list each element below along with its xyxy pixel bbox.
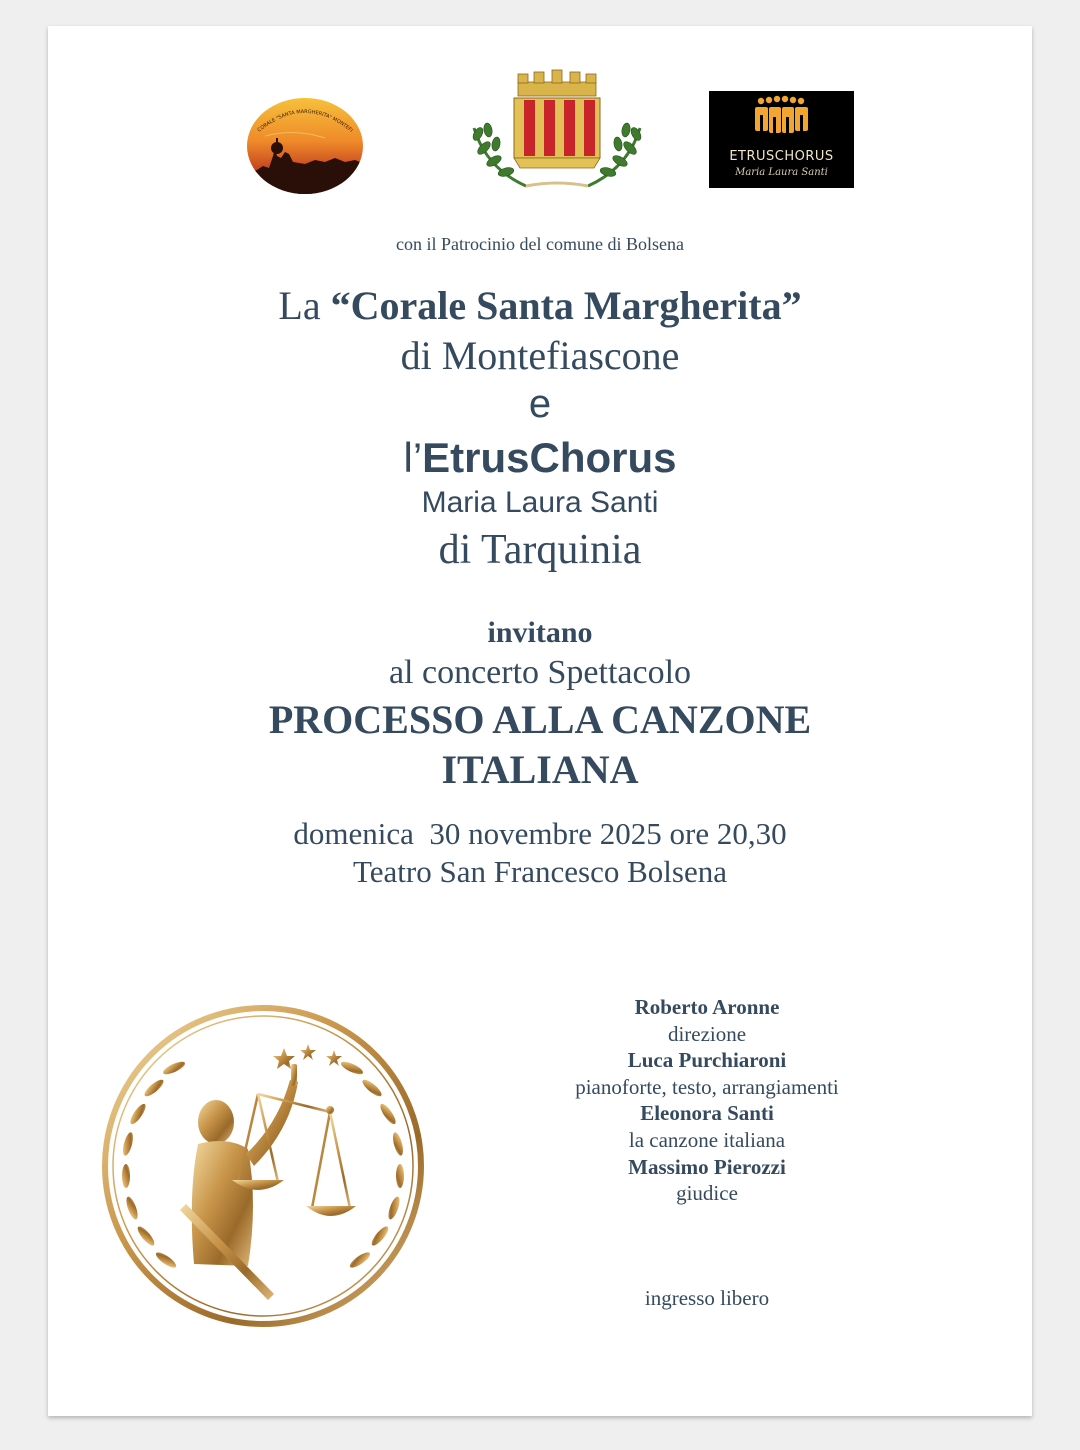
credit-name: Roberto Aronne bbox=[634, 995, 780, 1019]
choir2-line bbox=[48, 434, 1032, 482]
patronage-text: con il Patrocinio del comune di Bolsena bbox=[396, 234, 684, 254]
choir2-director: Maria Laura Santi bbox=[421, 486, 659, 519]
choir1-prefix: La bbox=[278, 283, 331, 328]
etruschorus-singers-icon bbox=[709, 91, 854, 147]
credits-list bbox=[532, 994, 882, 1207]
event-venue: Teatro San Francesco Bolsena bbox=[352, 854, 727, 889]
corale-santa-margherita-logo-icon bbox=[245, 96, 365, 196]
bolsena-coat-of-arms-icon bbox=[466, 68, 648, 194]
credit-role: direzione bbox=[667, 1021, 747, 1046]
credit-role: la canzone italiana bbox=[628, 1127, 786, 1152]
choir1-name: “Corale Santa Margherita” bbox=[330, 283, 802, 328]
corale-logo-ring-text: CORALE "SANTA MARGHERITA" MONTEFI bbox=[256, 108, 354, 134]
etruschorus-logo-word: ETRUSCHORUS bbox=[729, 149, 834, 164]
conjunction-text: e bbox=[528, 382, 552, 426]
concert-title-line2: ITALIANA bbox=[441, 747, 639, 792]
choir2-prefix: l’ bbox=[403, 434, 423, 481]
credit-name: Luca Purchiaroni bbox=[627, 1048, 787, 1073]
credit-name: Eleonora Santi bbox=[640, 1101, 774, 1126]
choir1-line bbox=[48, 282, 1032, 329]
admission-text: ingresso libero bbox=[644, 1286, 770, 1310]
choir2-name: EtrusChorus bbox=[422, 434, 677, 481]
credit-role: pianoforte, testo, arrangiamenti bbox=[575, 1074, 839, 1099]
event-datetime: domenica 30 novembre 2025 ore 20,30 bbox=[293, 816, 787, 851]
credit-name: Massimo Pierozzi bbox=[628, 1154, 786, 1179]
choir2-origin: di Tarquinia bbox=[438, 527, 642, 573]
credit-role: giudice bbox=[676, 1181, 738, 1206]
etruschorus-logo-subtitle: Maria Laura Santi bbox=[735, 167, 828, 178]
etruschorus-logo-icon bbox=[709, 91, 854, 188]
concert-subtitle: al concerto Spettacolo bbox=[388, 654, 692, 691]
concert-title-line1: PROCESSO ALLA CANZONE bbox=[268, 697, 812, 742]
choir1-origin: di Montefiascone bbox=[400, 333, 680, 378]
invitation-page bbox=[48, 26, 1032, 1416]
lady-justice-laurel-emblem-icon bbox=[98, 1004, 428, 1329]
invite-verb: invitano bbox=[487, 616, 593, 649]
